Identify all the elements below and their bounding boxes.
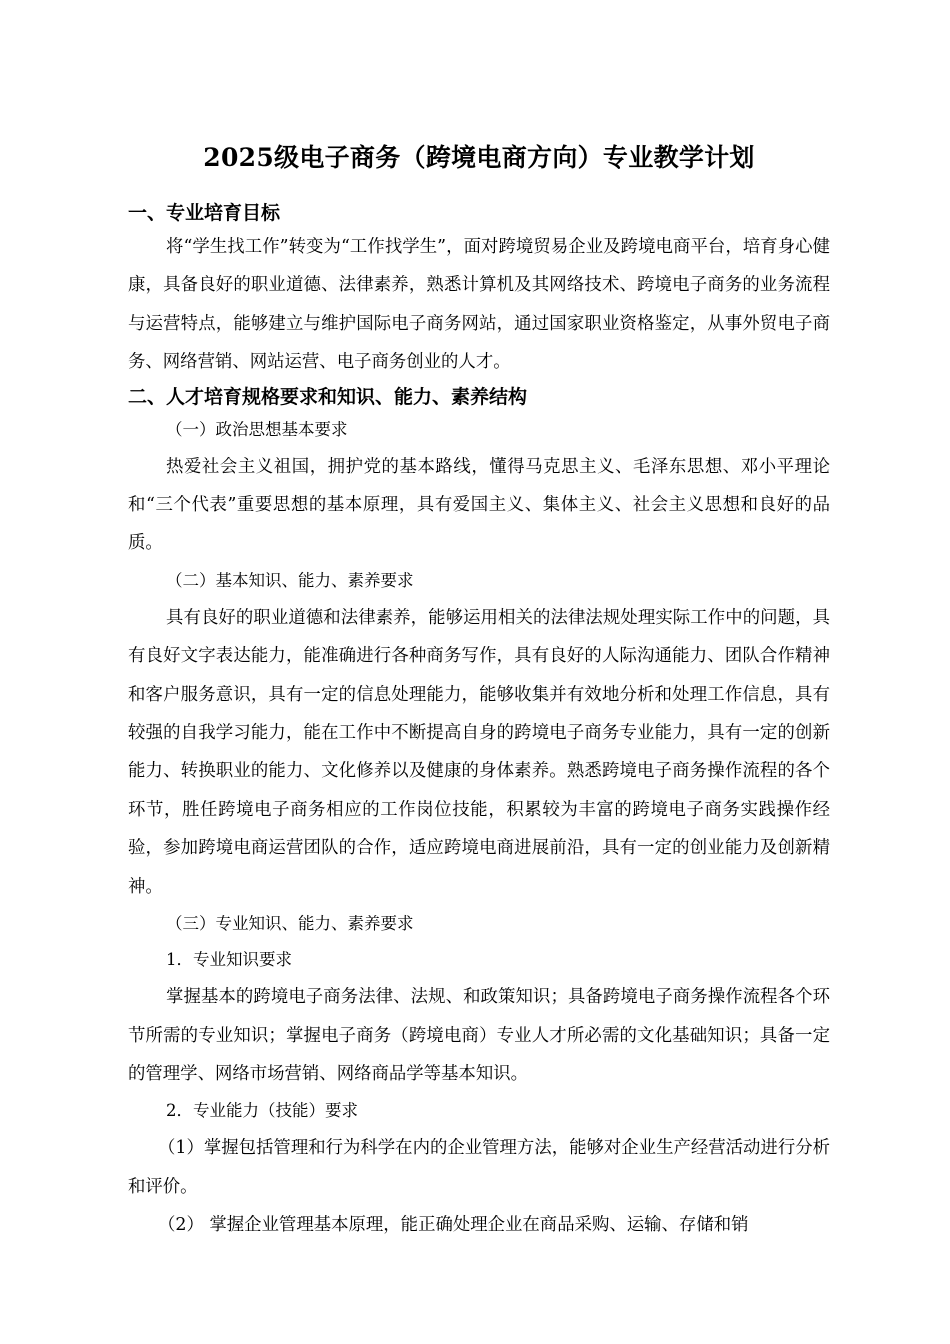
subheading-professional: （三）专业知识、能力、素养要求 [166,914,414,934]
document-title: 2025级电子商务（跨境电商方向）专业教学计划 [203,143,755,172]
subheading-political: （一）政治思想基本要求 [166,419,348,439]
list-item-skill-1: （1）掌握包括管理和行为科学在内的企业管理方法，能够对企业生产经营活动进行分析和评价。 [128,1138,830,1197]
paragraph-knowledge: 掌握基本的跨境电子商务法律、法规、和政策知识；具备跨境电子商务操作流程各个环节所需的专业知识；掌握电子商务（跨境电商）专业人才所必需的文化基础知识；具备一定的管理学、网络市场营销、网络商品学等基本知识。 [128,987,830,1084]
subheading-skills: 2．专业能力（技能）要求 [166,1101,358,1121]
subheading-basic: （二）基本知识、能力、素养要求 [166,570,414,590]
section-heading-requirements: 二、人才培育规格要求和知识、能力、素养结构 [128,385,528,408]
paragraph-basic: 具有良好的职业道德和法律素养，能够运用相关的法律法规处理实际工作中的问题，具有良好文字表达能力，能准确进行各种商务写作，具有良好的人际沟通能力、团队合作精神和客户服务意识，具有一定的信息处理能力，能够收集并有效地分析和处理工作信息，具有较强的自我学习能力，能在工作中不断提高自身的跨境电子商务专业能力，具有一定的创新能力、转换职业的能力、文化修养以及健康的身体素养。熟悉跨境电子商务操作流程的各个环节，胜任跨境电子商务相应的工作岗位技能，积累较为丰富的跨境电子商务实践操作经验，参加跨境电商运营团队的合作，适应跨境电商进展前沿，具有一定的创业能力及创新精神。 [128,607,830,897]
paragraph-political: 热爱社会主义祖国，拥护党的基本路线，懂得马克思主义、毛泽东思想、邓小平理论和“三个代表”重要思想的基本原理，具有爱国主义、集体主义、社会主义思想和良好的品质。 [128,456,830,554]
list-item-skill-2: （2） 掌握企业管理基本原理，能正确处理企业在商品采购、运输、存储和销 [158,1215,749,1236]
document-page [128,138,830,1245]
paragraph-goals: 将“学生找工作”转变为“工作找学生”，面对跨境贸易企业及跨境电商平台，培育身心健康，具备良好的职业道德、法律素养，熟悉计算机及其网络技术、跨境电子商务的业务流程与运营特点，能够建立与维护国际电子商务网站，通过国家职业资格鉴定，从事外贸电子商务、网络营销、网站运营、电子商务创业的人才。 [128,237,830,373]
subheading-knowledge: 1．专业知识要求 [166,950,292,970]
section-heading-goals: 一、专业培育目标 [128,202,281,224]
